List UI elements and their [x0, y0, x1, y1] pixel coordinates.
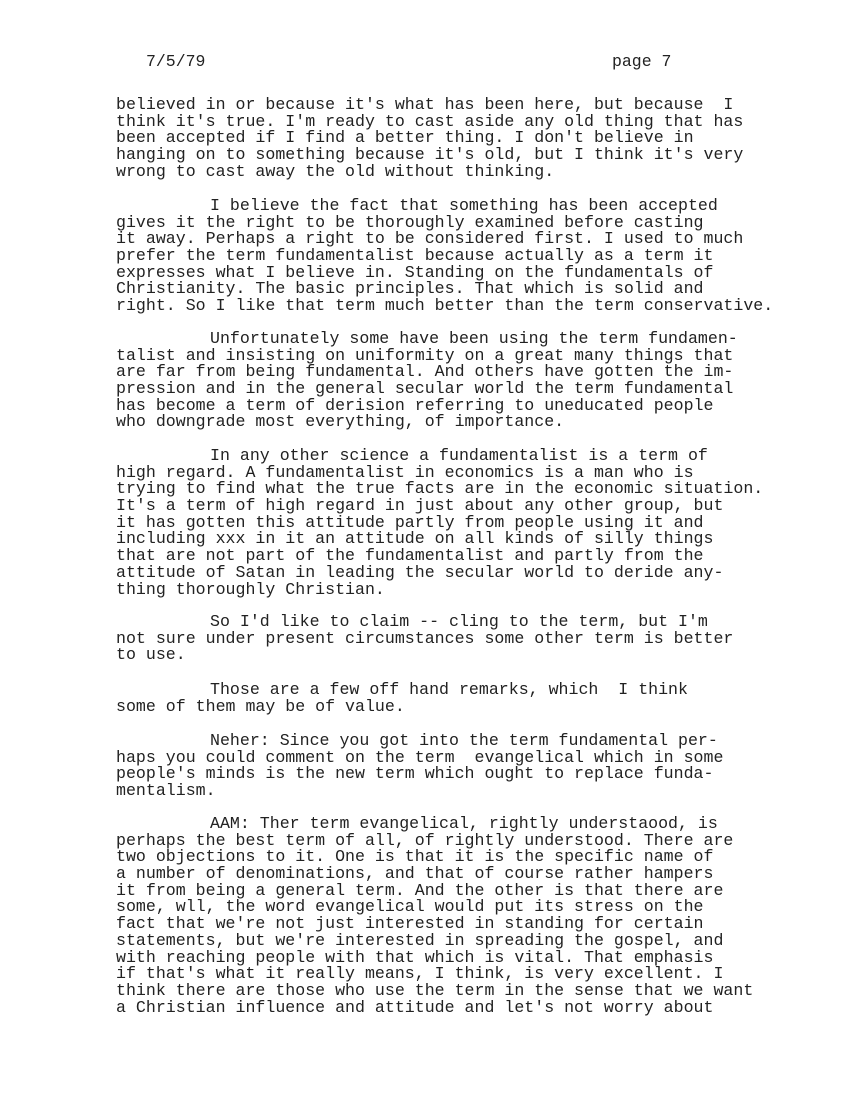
text-line: people's minds is the new term which ought to replace funda-	[116, 764, 714, 784]
text-line: two objections to it. One is that it is the specific name of	[116, 847, 714, 867]
page-date: 7/5/79	[146, 52, 206, 71]
text-line: talist and insisting on uniformity on a great many things that	[116, 345, 734, 365]
text-line: it has gotten this attitude partly from people using it and	[116, 512, 704, 532]
paragraph	[116, 448, 836, 598]
text-line: statements, but we're interested in spreading the gospel, and	[116, 930, 724, 950]
text-line: some, wll, the word evangelical would put its stress on the	[116, 897, 704, 917]
text-line: prefer the term fundamentalist because actually as a term it	[116, 246, 714, 266]
text-line: think there are those who use the term in the sense that we want	[116, 980, 754, 1000]
text-line: including xxx in it an attitude on all kinds of silly things	[116, 529, 714, 549]
paragraph	[116, 614, 836, 664]
text-line: So I'd like to claim -- cling to the term, but I'm	[210, 612, 708, 631]
text-line: Unfortunately some have been using the term fundamen-	[210, 329, 738, 348]
text-line: I believe the fact that something has been accepted	[210, 196, 718, 215]
text-line: attitude of Satan in leading the secular world to deride any-	[116, 562, 724, 582]
text-line: if that's what it really means, I think, is very excellent. I	[116, 964, 724, 984]
text-line: Those are a few off hand remarks, which I think	[210, 680, 688, 699]
paragraph	[116, 198, 836, 315]
text-line: thing thoroughly Christian.	[116, 579, 385, 599]
text-line: it from being a general term. And the other is that there are	[116, 880, 724, 900]
page-number: page 7	[612, 52, 672, 71]
text-line: wrong to cast away the old without thinking.	[116, 161, 555, 181]
text-line: believed in or because it's what has been here, but because I	[116, 95, 734, 114]
text-line: a Christian influence and attitude and let's not worry about	[116, 997, 714, 1017]
text-line: are far from being fundamental. And others have gotten the im-	[116, 362, 734, 382]
text-line: AAM: Ther term evangelical, rightly understaood, is	[210, 814, 718, 833]
text-line: In any other science a fundamentalist is a term of	[210, 446, 708, 465]
paragraph	[116, 682, 836, 715]
paragraph	[116, 331, 836, 431]
text-line: hanging on to something because it's old, but I think it's very	[116, 145, 744, 165]
text-line: high regard. A fundamentalist in economics is a man who is	[116, 462, 694, 482]
text-line: think it's true. I'm ready to cast aside any old thing that has	[116, 111, 744, 131]
text-line: trying to find what the true facts are in the economic situation.	[116, 479, 764, 499]
text-line: not sure under present circumstances some other term is better	[116, 628, 734, 648]
paragraph	[116, 97, 836, 180]
text-line: with reaching people with that which is vital. That emphasis	[116, 947, 714, 967]
text-line: who downgrade most everything, of importance.	[116, 412, 565, 432]
text-line: right. So I like that term much better than the term conservative.	[116, 296, 774, 316]
text-line: has become a term of derision referring to uneducated people	[116, 395, 714, 415]
text-line: been accepted if I find a better thing. I don't believe in	[116, 128, 694, 148]
text-line: that are not part of the fundamentalist and partly from the	[116, 546, 704, 566]
text-line: gives it the right to be thoroughly examined before casting	[116, 212, 704, 232]
text-line: fact that we're not just interested in standing for certain	[116, 914, 704, 934]
text-line: Christianity. The basic principles. That which is solid and	[116, 279, 704, 299]
text-line: It's a term of high regard in just about any other group, but	[116, 496, 724, 516]
text-line: some of them may be of value.	[116, 696, 405, 716]
paragraph	[116, 733, 836, 800]
text-line: Neher: Since you got into the term fundamental per-	[210, 731, 718, 750]
text-line: mentalism.	[116, 781, 216, 801]
text-line: pression and in the general secular world the term fundamental	[116, 379, 734, 399]
text-line: to use.	[116, 645, 186, 665]
text-line: a number of denominations, and that of course rather hampers	[116, 864, 714, 884]
paragraph	[116, 816, 836, 1016]
text-line: perhaps the best term of all, of rightly understood. There are	[116, 830, 734, 850]
text-line: expresses what I believe in. Standing on the fundamentals of	[116, 262, 714, 282]
text-line: haps you could comment on the term evangelical which in some	[116, 747, 724, 767]
text-line: it away. Perhaps a right to be considered first. I used to much	[116, 229, 744, 249]
